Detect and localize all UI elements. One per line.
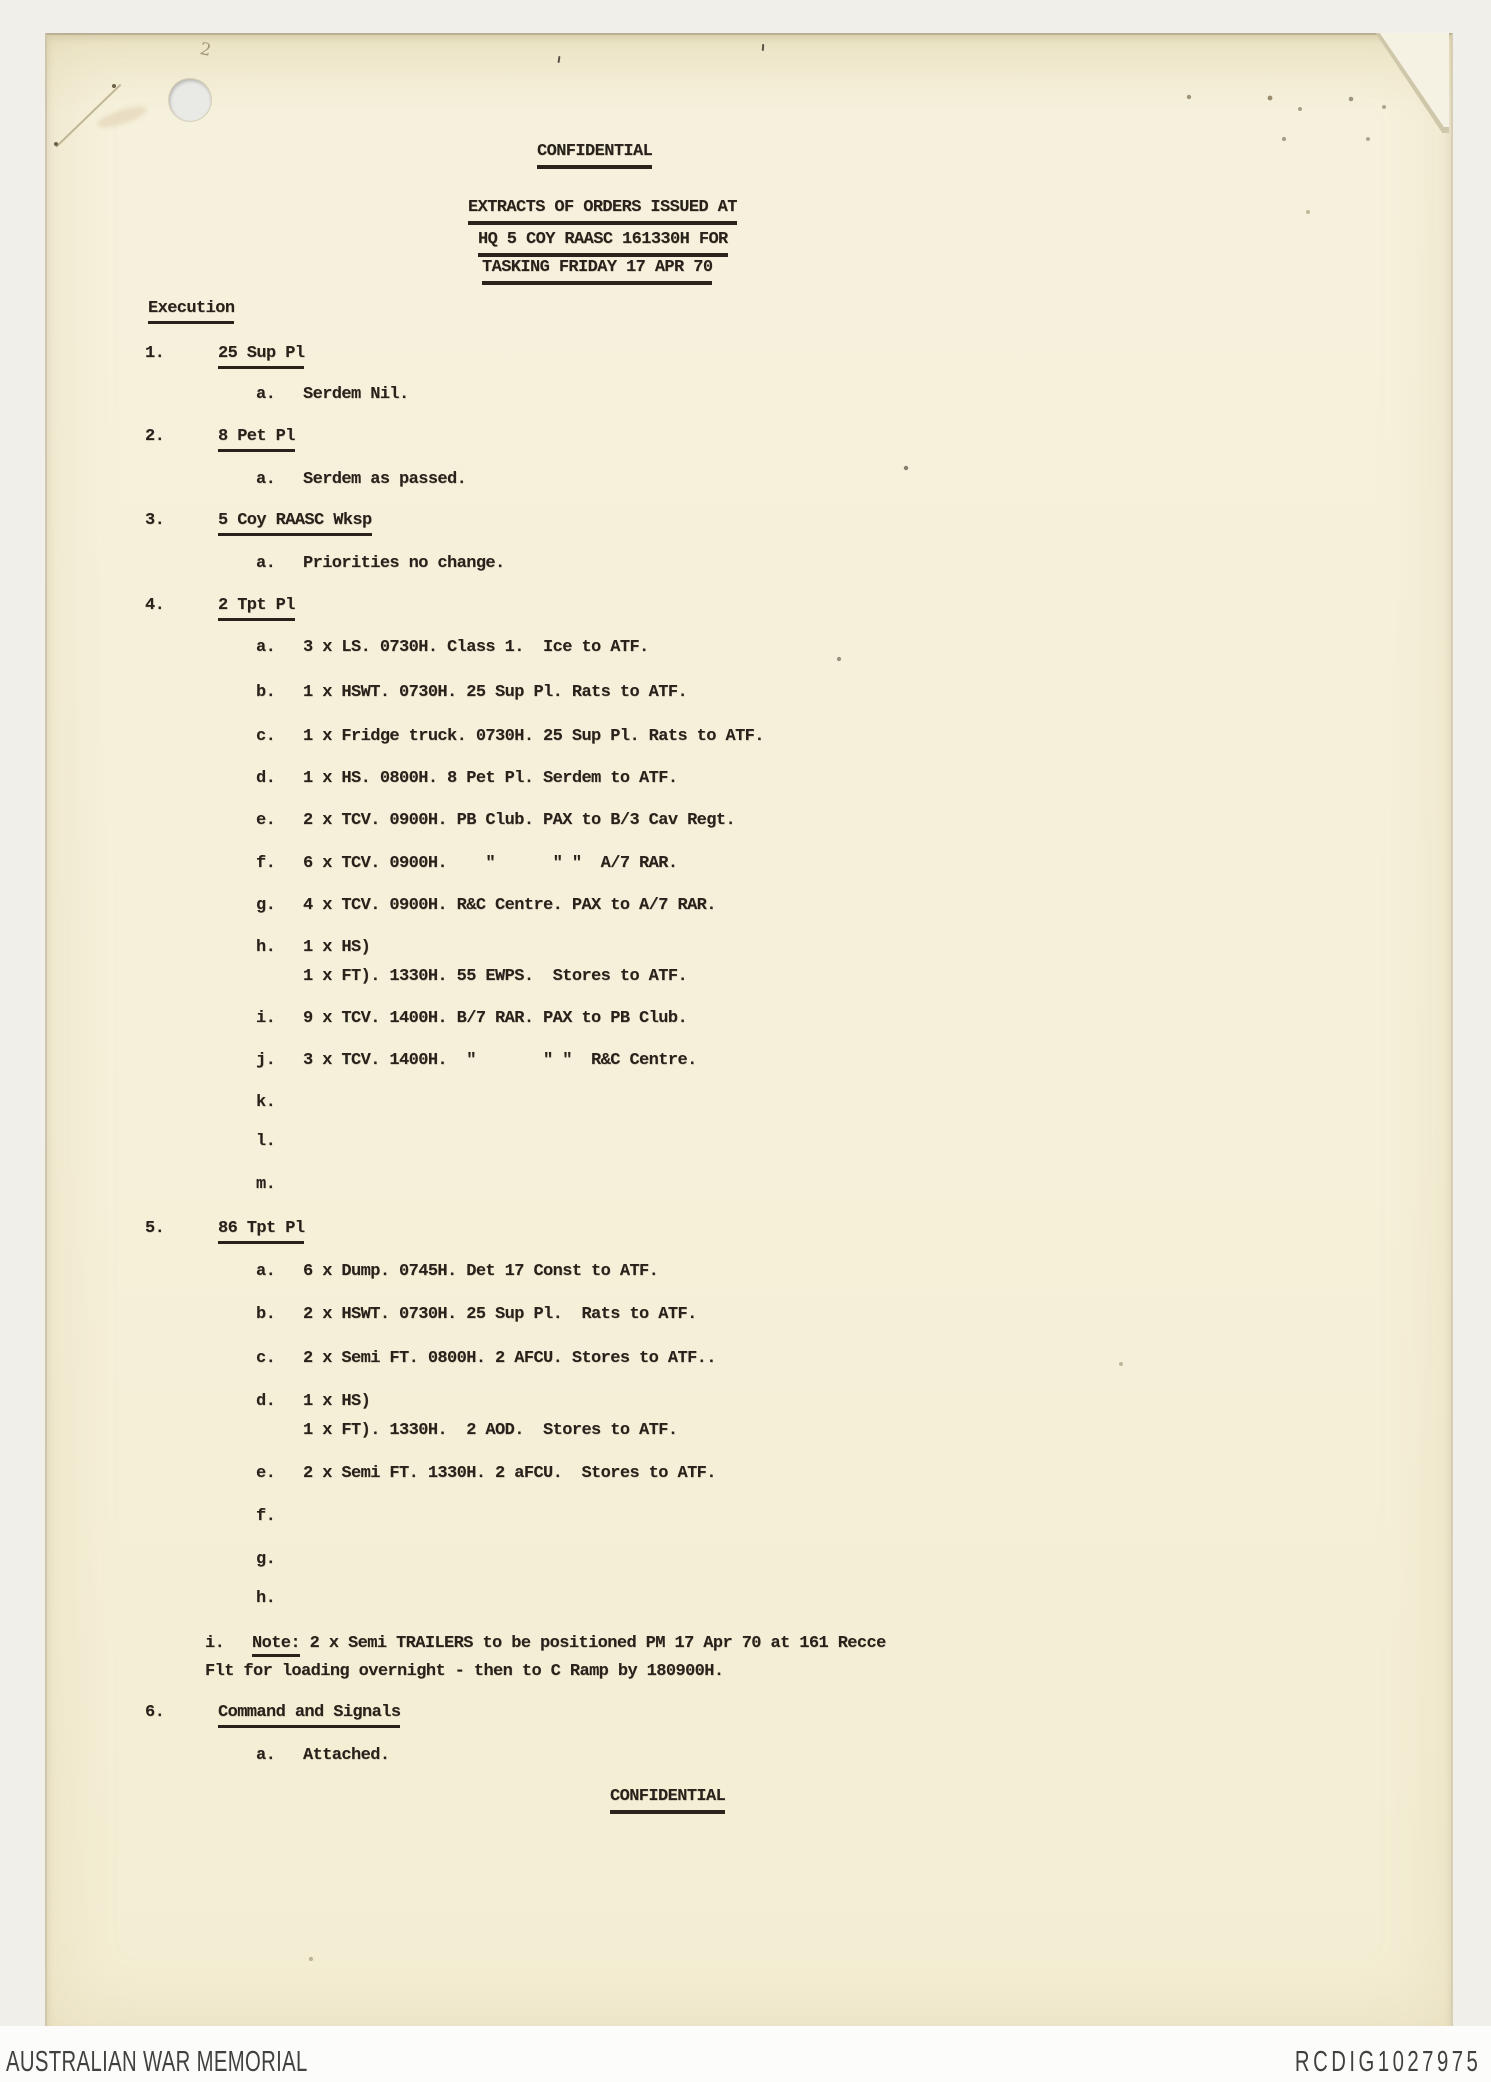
item-text: Serdem as passed. [303,470,467,489]
item-4g [0,895,1491,921]
item-text: Serdem Nil. [303,385,409,404]
item-6a [0,1745,1491,1771]
title-text: HQ 5 COY RAASC 161330H FOR [478,229,728,257]
item-5c [0,1348,1491,1374]
section-title: 86 Tpt Pl [218,1218,304,1244]
section-5-header [0,1218,1491,1244]
item-text: 1 x HS) [303,1392,371,1411]
item-letter: i. [256,1009,276,1028]
item-5i-note [0,1633,1491,1659]
classification-text: CONFIDENTIAL [610,1786,725,1814]
dust-specks [0,0,2,2]
item-5b [0,1304,1491,1330]
item-letter: a. [256,470,276,489]
document-title-line-1 [0,197,1491,223]
item-text: 2 x Semi FT. 1330H. 2 aFCU. Stores to ATF. [303,1464,716,1483]
section-title: 8 Pet Pl [218,426,295,452]
paper-blemish [112,84,116,88]
item-letter: l. [256,1132,276,1151]
section-title: 2 Tpt Pl [218,595,295,621]
pencil-annotation: 2 [198,39,213,61]
section-number: 1. [145,344,165,363]
item-letter: g. [256,1550,276,1569]
title-text: EXTRACTS OF ORDERS ISSUED AT [468,197,737,225]
item-4j [0,1050,1491,1076]
item-letter: h. [256,1589,276,1608]
section-2-header [0,426,1491,452]
item-letter: c. [256,727,276,746]
item-4d [0,768,1491,794]
item-letter: g. [256,896,276,915]
item-letter: k. [256,1093,276,1112]
item-letter: a. [256,1262,276,1281]
item-4e [0,810,1491,836]
item-text: 1 x FT). 1330H. 2 AOD. Stores to ATF. [303,1421,678,1440]
note-label: Note: [252,1634,300,1657]
item-text: 1 x FT). 1330H. 55 EWPS. Stores to ATF. [303,967,688,986]
item-text: 3 x TCV. 1400H. " " " R&C Centre. [303,1051,697,1070]
item-5a [0,1261,1491,1287]
item-4m [0,1174,1491,1200]
note-rest: 2 x Semi TRAILERS to be positioned PM 17 Apr 70 at 161 Recce [300,1634,886,1653]
execution-heading [0,298,1491,324]
section-number: 4. [145,596,165,615]
item-5e [0,1463,1491,1489]
item-3a [0,553,1491,579]
item-text: Attached. [303,1746,390,1765]
item-letter: i. [205,1634,225,1653]
item-letter: d. [256,1392,276,1411]
item-5g [0,1549,1491,1575]
section-4-header [0,595,1491,621]
item-letter: m. [256,1175,276,1194]
item-5i-note-continuation [0,1661,1491,1687]
item-text: 1 x HSWT. 0730H. 25 Sup Pl. Rats to ATF. [303,683,688,702]
document-title-line-2 [0,229,1491,255]
section-1-header [0,343,1491,369]
item-text: 4 x TCV. 0900H. R&C Centre. PAX to A/7 RAR. [303,896,716,915]
item-letter: d. [256,769,276,788]
item-4b [0,682,1491,708]
note-line [252,1633,886,1655]
item-letter: e. [256,811,276,830]
item-letter: b. [256,1305,276,1324]
item-letter: a. [256,554,276,573]
record-id-label: RCDIG1027975 [1294,2046,1481,2078]
classification-banner-top [0,141,1491,167]
section-title: Command and Signals [218,1702,400,1728]
item-5d [0,1391,1491,1417]
section-3-header [0,510,1491,536]
item-4h-continuation [0,966,1491,992]
punch-hole [169,79,211,121]
item-text: 2 x TCV. 0900H. PB Club. PAX to B/3 Cav Regt. [303,811,736,830]
item-1a [0,384,1491,410]
item-letter: c. [256,1349,276,1368]
item-text: 3 x LS. 0730H. Class 1. Ice to ATF. [303,638,649,657]
document-title-line-3 [0,257,1491,283]
item-4a [0,637,1491,663]
section-title: 5 Coy RAASC Wksp [218,510,372,536]
section-number: 6. [145,1703,165,1722]
classification-banner-bottom [0,1786,1491,1812]
item-letter: j. [256,1051,276,1070]
item-4f [0,853,1491,879]
section-number: 3. [145,511,165,530]
title-text: TASKING FRIDAY 17 APR 70 [482,257,712,285]
section-number: 2. [145,427,165,446]
section-number: 5. [145,1219,165,1238]
archive-name-label: AUSTRALIAN WAR MEMORIAL [6,2046,308,2078]
item-letter: a. [256,385,276,404]
section-title: 25 Sup Pl [218,343,304,369]
heading-text: Execution [148,298,234,324]
section-6-header [0,1702,1491,1728]
item-letter: b. [256,683,276,702]
item-text: 6 x TCV. 0900H. " " " A/7 RAR. [303,854,678,873]
item-text: 9 x TCV. 1400H. B/7 RAR. PAX to PB Club. [303,1009,688,1028]
item-4k [0,1092,1491,1118]
item-5h [0,1588,1491,1614]
item-4l [0,1131,1491,1157]
classification-text: CONFIDENTIAL [537,141,652,169]
item-letter: h. [256,938,276,957]
item-letter: a. [256,638,276,657]
note-line-2: Flt for loading overnight - then to C Ramp by 180900H. [205,1662,724,1681]
item-letter: f. [256,854,276,873]
item-text: 6 x Dump. 0745H. Det 17 Const to ATF. [303,1262,659,1281]
item-4c [0,726,1491,752]
item-5f [0,1506,1491,1532]
item-2a [0,469,1491,495]
item-text: 1 x HS) [303,938,371,957]
item-4i [0,1008,1491,1034]
item-4h [0,937,1491,963]
item-text: Priorities no change. [303,554,505,573]
item-text: 1 x HS. 0800H. 8 Pet Pl. Serdem to ATF. [303,769,678,788]
item-letter: e. [256,1464,276,1483]
item-text: 2 x HSWT. 0730H. 25 Sup Pl. Rats to ATF. [303,1305,697,1324]
item-letter: a. [256,1746,276,1765]
item-5d-continuation [0,1420,1491,1446]
item-text: 2 x Semi FT. 0800H. 2 AFCU. Stores to ATF.. [303,1349,716,1368]
item-text: 1 x Fridge truck. 0730H. 25 Sup Pl. Rats to ATF. [303,727,764,746]
item-letter: f. [256,1507,276,1526]
